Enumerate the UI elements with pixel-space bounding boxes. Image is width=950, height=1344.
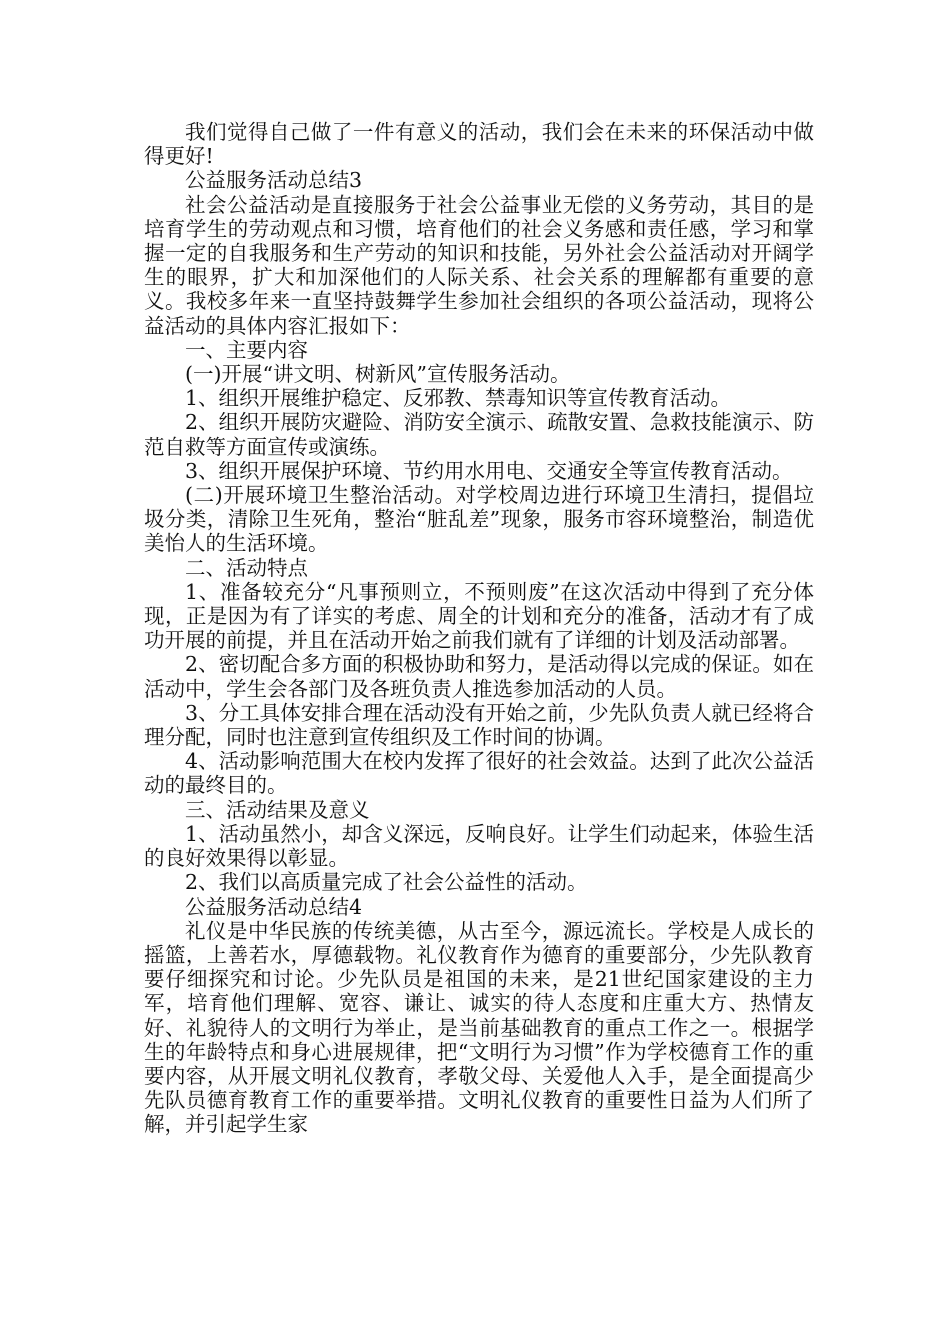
heading-results-significance: 三、活动结果及意义 (185, 797, 370, 822)
subheading-civilization-campaign: (一)开展“讲文明、树新风”宣传服务活动。 (185, 362, 571, 387)
paragraph-intro: 社会公益活动是直接服务于社会公益事业无偿的义务劳动，其目的是培育学生的劳动观点和习惯，培育他们的社会义务感和责任感，学习和掌握一定的自我服务和生产劳动的知识和技能，另外社会公益活动对开阔学生的眼界，扩大和加深他们的人际关系、社会关系的理解都有重要的意义。我校多年来一直坚持鼓舞学生参加社会组织的各项公益活动，现将公益活动的具体内容汇报如下： (144, 192, 814, 338)
section-heading-summary-4: 公益服务活动总结4 (185, 894, 363, 919)
list-item: 2、我们以高质量完成了社会公益性的活动。 (185, 870, 588, 895)
document-body (144, 120, 814, 1137)
list-item: 2、组织开展防灾避险、消防安全演示、疏散安置、急救技能演示、防范自救等方面宣传或演练。 (144, 410, 814, 459)
paragraph-etiquette: 礼仪是中华民族的传统美德，从古至今，源远流长。学校是人成长的摇篮，上善若水，厚德载物。礼仪教育作为德育的重要部分，少先队教育要仔细探究和讨论。少先队员是祖国的未来，是21世纪国家建设的主力军，培育他们理解、宽容、谦让、诚实的待人态度和庄重大方、热情友好、礼貌待人的文明行为举止，是当前基础教育的重点工作之一。根据学生的年龄特点和身心进展规律，把“文明行为习惯”作为学校德育工作的重要内容，从开展文明礼仪教育，孝敬父母、关爱他人入手，是全面提高少先队员德育教育工作的重要举措。文明礼仪教育的重要性日益为人们所了解，并引起学生家 (144, 918, 814, 1137)
list-item: 1、组织开展维护稳定、反邪教、禁毒知识等宣传教育活动。 (185, 386, 732, 411)
list-item: 2、密切配合多方面的积极协助和努力，是活动得以完成的保证。如在活动中，学生会各部门及各班负责人推选参加活动的人员。 (144, 652, 814, 701)
list-item: 3、分工具体安排合理在活动没有开始之前，少先队负责人就已经将合理分配，同时也注意到宣传组织及工作时间的协调。 (144, 700, 814, 750)
paragraph-closing-statement: 我们觉得自己做了一件有意义的活动，我们会在未来的环保活动中做得更好! (144, 120, 814, 169)
list-item: 4、活动影响范围大在校内发挥了很好的社会效益。达到了此次公益活动的最终目的。 (144, 749, 814, 798)
list-item: 3、组织开展保护环境、节约用水用电、交通安全等宣传教育活动。 (185, 458, 793, 483)
subheading-environment-cleanup: (二)开展环境卫生整治活动。对学校周边进行环境卫生清扫，提倡垃圾分类，清除卫生死角，整治“脏乱差”现象，服务市容环境整治，制造优美怡人的生活环境。 (144, 483, 814, 556)
section-heading-summary-3: 公益服务活动总结3 (185, 168, 363, 193)
list-item: 1、活动虽然小，却含义深远，反响良好。让学生们动起来，体验生活的良好效果得以彰显。 (144, 821, 814, 871)
heading-activity-features: 二、活动特点 (185, 555, 308, 580)
heading-main-content: 一、主要内容 (185, 337, 308, 362)
list-item: 1、准备较充分“凡事预则立，不预则废”在这次活动中得到了充分体现，正是因为有了详实的考虑、周全的计划和充分的准备，活动才有了成功开展的前提，并且在活动开始之前我们就有了详细的计划及活动部署。 (144, 579, 814, 653)
